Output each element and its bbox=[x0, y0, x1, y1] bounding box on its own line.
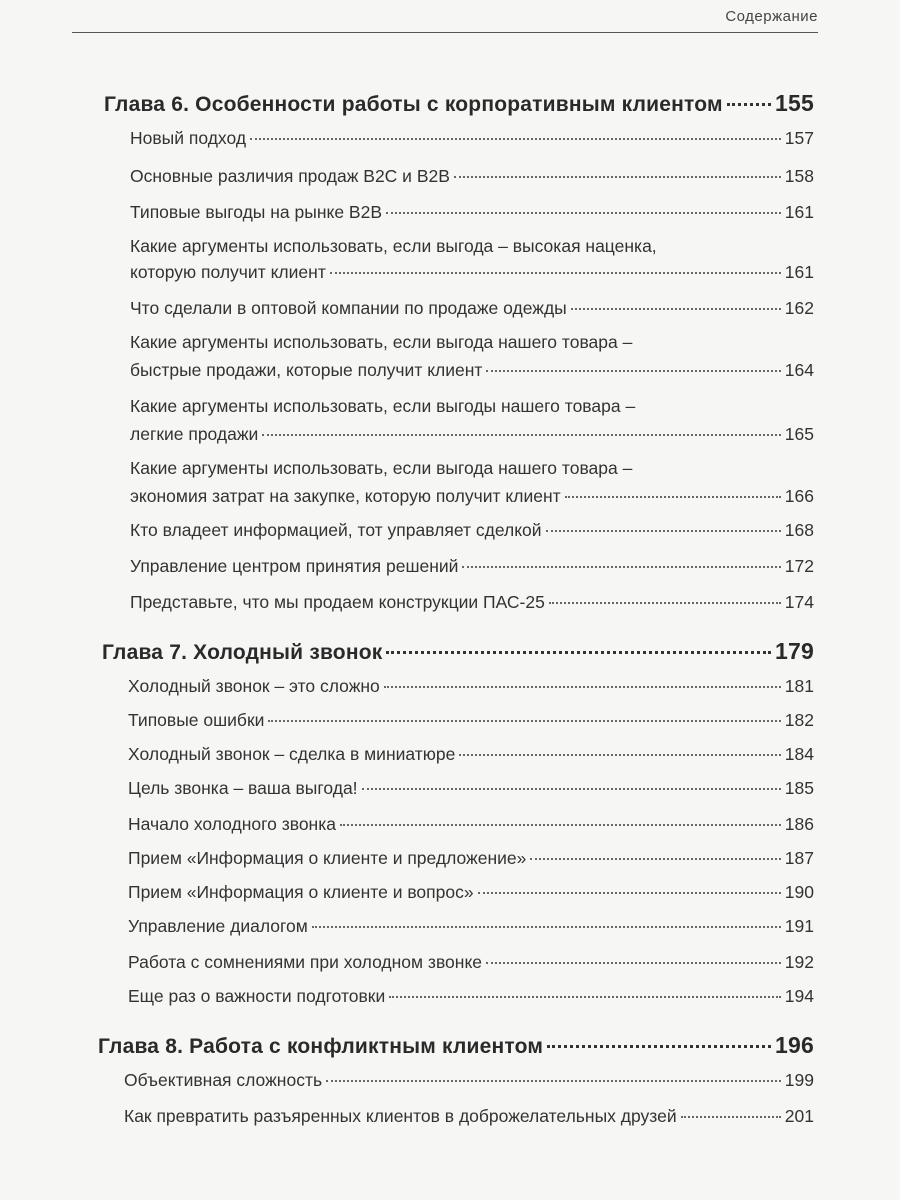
leader-dots bbox=[389, 995, 781, 998]
toc-chapter-8[interactable] bbox=[98, 1032, 814, 1059]
leader-dots bbox=[459, 753, 780, 756]
toc-entry[interactable] bbox=[128, 778, 814, 799]
leader-dots bbox=[486, 961, 781, 964]
toc-entry[interactable] bbox=[128, 952, 814, 973]
entry-title: быстрые продажи, которые получит клиент bbox=[130, 360, 483, 380]
entry-title: Новый подход bbox=[130, 128, 247, 148]
toc-entry[interactable] bbox=[130, 202, 814, 223]
page-number: 199 bbox=[784, 1070, 814, 1090]
page-number: 181 bbox=[784, 676, 814, 696]
page-number: 186 bbox=[784, 814, 814, 834]
entry-title: Что сделали в оптовой компании по продаже одежды bbox=[130, 298, 567, 318]
page-number: 168 bbox=[784, 520, 814, 540]
page-number: 161 bbox=[784, 262, 814, 282]
toc-entry[interactable] bbox=[130, 486, 814, 507]
toc-entry[interactable] bbox=[128, 710, 814, 731]
toc-entry[interactable] bbox=[130, 360, 814, 381]
toc-entry[interactable] bbox=[128, 916, 814, 937]
leader-dots bbox=[312, 925, 781, 928]
page-number: 166 bbox=[784, 486, 814, 506]
entry-title: Объективная сложность bbox=[124, 1070, 323, 1090]
chapter-title: Глава 7. Холодный звонок bbox=[102, 641, 383, 664]
entry-title-line1: Какие аргументы использовать, если выгода нашего товара – bbox=[130, 332, 633, 352]
page-number: 158 bbox=[784, 166, 814, 186]
page-number: 184 bbox=[784, 744, 814, 764]
leader-dots bbox=[386, 211, 781, 214]
toc-entry[interactable] bbox=[124, 1106, 814, 1127]
toc-chapter-6[interactable] bbox=[104, 90, 814, 117]
entry-title: Типовые ошибки bbox=[128, 710, 265, 730]
page-number: 161 bbox=[784, 202, 814, 222]
entry-title: Управление диалогом bbox=[128, 916, 308, 936]
page-number: 192 bbox=[784, 952, 814, 972]
toc-entry[interactable] bbox=[128, 676, 814, 697]
page-number: 164 bbox=[784, 360, 814, 380]
entry-title: Холодный звонок – сделка в миниатюре bbox=[128, 744, 456, 764]
entry-title: Прием «Информация о клиенте и предложение» bbox=[128, 848, 527, 868]
toc-entry[interactable] bbox=[130, 298, 814, 319]
header-rule bbox=[72, 32, 818, 33]
toc-entry[interactable] bbox=[128, 848, 814, 869]
toc-entry[interactable] bbox=[128, 814, 814, 835]
entry-title-line1: Какие аргументы использовать, если выгоды нашего товара – bbox=[130, 396, 636, 416]
entry-title: Прием «Информация о клиенте и вопрос» bbox=[128, 882, 474, 902]
leader-dots bbox=[530, 857, 780, 860]
entry-title: легкие продажи bbox=[130, 424, 259, 444]
entry-title: Управление центром принятия решений bbox=[130, 556, 459, 576]
entry-title: Представьте, что мы продаем конструкции ПАС-25 bbox=[130, 592, 545, 612]
entry-title: Работа с сомнениями при холодном звонке bbox=[128, 952, 483, 972]
leader-dots bbox=[681, 1115, 781, 1118]
leader-dots bbox=[362, 787, 781, 790]
page-number: 191 bbox=[784, 916, 814, 936]
page-number: 182 bbox=[784, 710, 814, 730]
leader-dots bbox=[250, 137, 781, 140]
page-number: 194 bbox=[784, 986, 814, 1006]
leader-dots bbox=[262, 433, 780, 436]
toc-entry[interactable] bbox=[124, 1070, 814, 1091]
page-number: 196 bbox=[775, 1032, 814, 1058]
leader-dots bbox=[571, 307, 781, 310]
page-number: 179 bbox=[775, 638, 814, 664]
toc-entry[interactable] bbox=[130, 166, 814, 187]
entry-title: Как превратить разъяренных клиентов в доброжелательных друзей bbox=[124, 1106, 677, 1126]
page-number: 187 bbox=[784, 848, 814, 868]
page-number: 162 bbox=[784, 298, 814, 318]
entry-title: Типовые выгоды на рынке B2B bbox=[130, 202, 383, 222]
toc-entry[interactable] bbox=[128, 986, 814, 1007]
running-head: Содержание bbox=[725, 8, 818, 25]
leader-dots bbox=[340, 823, 781, 826]
entry-title: Холодный звонок – это сложно bbox=[128, 676, 380, 696]
leader-dots bbox=[727, 102, 771, 106]
entry-title: экономия затрат на закупке, которую получит клиент bbox=[130, 486, 561, 506]
entry-title: Основные различия продаж B2C и B2B bbox=[130, 166, 450, 186]
leader-dots bbox=[386, 650, 771, 654]
entry-title: Еще раз о важности подготовки bbox=[128, 986, 386, 1006]
toc-entry[interactable] bbox=[130, 556, 814, 577]
chapter-title: Глава 6. Особенности работы с корпоративным клиентом bbox=[104, 93, 723, 116]
toc-chapter-7[interactable] bbox=[102, 638, 814, 665]
toc-entry[interactable] bbox=[128, 744, 814, 765]
toc-entry[interactable] bbox=[130, 262, 814, 283]
toc-entry[interactable] bbox=[130, 520, 814, 541]
leader-dots bbox=[546, 529, 781, 532]
page-number: 165 bbox=[784, 424, 814, 444]
entry-title: которую получит клиент bbox=[130, 262, 326, 282]
leader-dots bbox=[565, 495, 781, 498]
leader-dots bbox=[462, 565, 780, 568]
page-number: 155 bbox=[775, 90, 814, 116]
toc-entry[interactable] bbox=[130, 424, 814, 445]
leader-dots bbox=[268, 719, 780, 722]
page-number: 190 bbox=[784, 882, 814, 902]
entry-title-line1: Какие аргументы использовать, если выгода нашего товара – bbox=[130, 458, 633, 478]
page-number: 185 bbox=[784, 778, 814, 798]
entry-title: Кто владеет информацией, тот управляет сделкой bbox=[130, 520, 542, 540]
entry-title: Цель звонка – ваша выгода! bbox=[128, 778, 358, 798]
chapter-title: Глава 8. Работа с конфликтным клиентом bbox=[98, 1035, 544, 1058]
toc-entry[interactable] bbox=[130, 592, 814, 613]
leader-dots bbox=[547, 1044, 771, 1048]
leader-dots bbox=[330, 271, 781, 274]
toc-entry[interactable] bbox=[130, 128, 814, 149]
leader-dots bbox=[549, 601, 781, 604]
leader-dots bbox=[486, 369, 780, 372]
entry-title-line1: Какие аргументы использовать, если выгода – высокая наценка, bbox=[130, 236, 657, 256]
page-number: 172 bbox=[784, 556, 814, 576]
leader-dots bbox=[478, 891, 781, 894]
toc-entry[interactable] bbox=[128, 882, 814, 903]
page-number: 157 bbox=[784, 128, 814, 148]
page-number: 201 bbox=[784, 1106, 814, 1126]
page-number: 174 bbox=[784, 592, 814, 612]
leader-dots bbox=[384, 685, 781, 688]
leader-dots bbox=[454, 175, 781, 178]
entry-title: Начало холодного звонка bbox=[128, 814, 336, 834]
leader-dots bbox=[326, 1079, 781, 1082]
